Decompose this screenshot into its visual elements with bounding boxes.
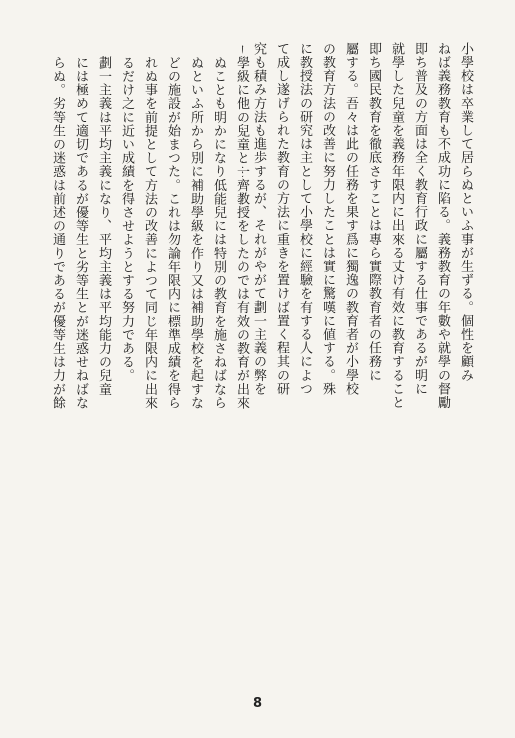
page-number: 8	[252, 696, 263, 711]
left-column-text: 學級に他の兒童と一齊教授をしたのでは有效の教育が出來 ぬことも明かになり低能兒には特別の教育を施さねばなら ぬといふ所から別に補助學級を作り又は補助學校を起すな どの施設が始まつた。これは勿論年限内に標準成績を得ら れぬ事を前提として方法の改善によつて同じ年限内に出來 るだけ之に近い成績を得させようとする努力である。 劃一主義は平均主義になり、平均主義は平均能力の兒童 には極めて適切であるが優等生と劣等生とが迷惑せねばな らぬ。劣等生の迷惑は前述の通りであるが優等生は力が餘	[50, 56, 249, 410]
right-column-text: 小學校は卒業して居らぬといふ事が生ずる。個性を顧み ねば義務教育も不成功に陷る。義務教育の年數や就學の督勵 即ち普及の方面は全く教育行政に屬する仕事であるが明に 就學した兒童を義務年限内に出來る丈け有效に教育すること 即ち國民教育を徹底さすことは專ら實際教育者の任務に 屬する。吾々は此の任務を果す爲に獨逸の教育者が小學校 の教育方法の改善に努力したことは實に驚嘆に値する。殊 に教授法の研究は主として小學校に經驗を有する人によつ て成し遂げられた教育の方法に重きを置けば置く程其の研 究も積み方法も進歩するが、それがやがて劃一主義の弊を	[251, 42, 473, 410]
